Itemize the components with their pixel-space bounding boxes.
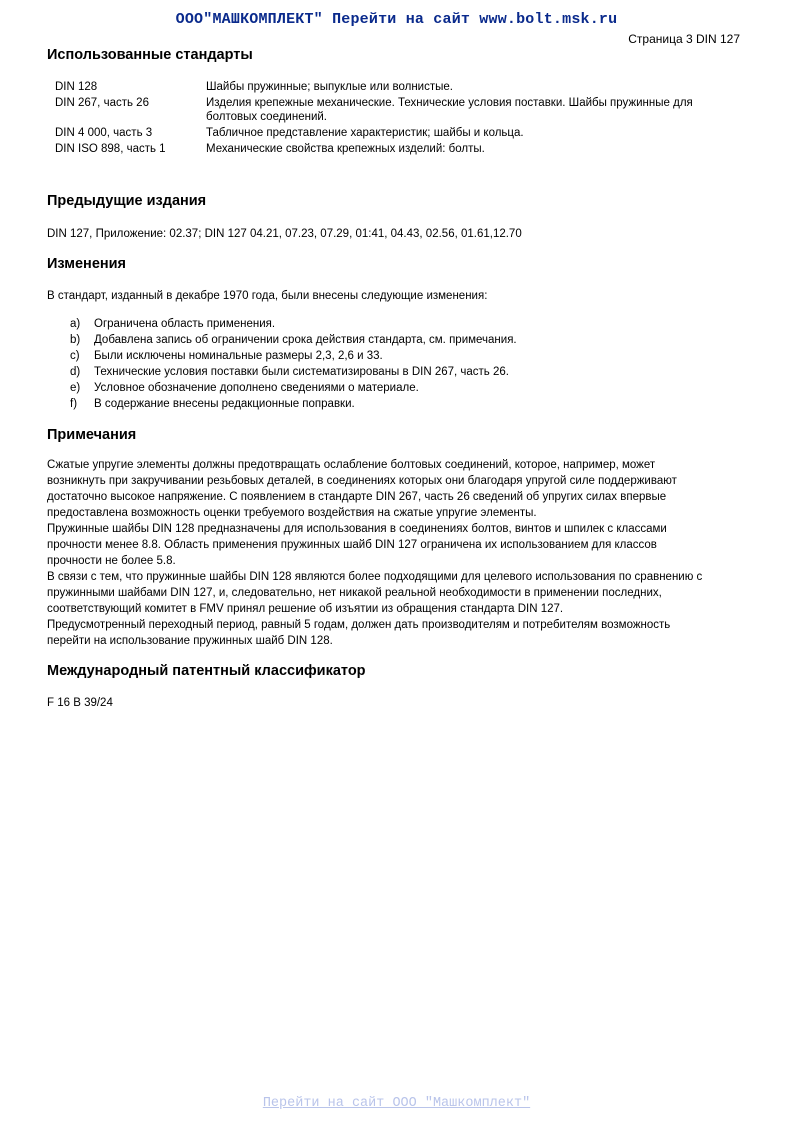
list-item-text: Технические условия поставки были систематизированы в DIN 267, часть 26. (94, 366, 509, 378)
list-marker: e) (70, 382, 81, 394)
table-row (52, 80, 729, 96)
classification-code: F 16 B 39/24 (47, 697, 113, 709)
table-row (52, 142, 729, 158)
notes-line: достаточно высокое напряжение. С появлением в стандарте DIN 267, часть 26 сведений об упругих силах впервые (47, 491, 667, 503)
standard-code: DIN ISO 898, часть 1 (55, 143, 166, 155)
list-item (70, 348, 517, 364)
list-item-text: Ограничена область применения. (94, 318, 276, 330)
notes-line: Пружинные шайбы DIN 128 предназначены для использования в соединениях болтов, винтов и шпилек с классами (47, 523, 667, 535)
changes-list (70, 316, 517, 412)
notes-line: прочности менее 8.8. Область применения пружинных шайб DIN 127 ограничена их использованием для классов (47, 539, 657, 551)
previous-editions-heading: Предыдущие издания (47, 193, 207, 209)
bottom-site-link[interactable]: Перейти на сайт ООО "Машкомплект" (262, 1096, 531, 1111)
list-marker: c) (70, 350, 80, 362)
notes-line: В связи с тем, что пружинные шайбы DIN 128 являются более подходящими для целевого использования по сравнению с (47, 571, 703, 583)
list-item-text: Добавлена запись об ограничении срока действия стандарта, см. примечания. (94, 334, 517, 346)
notes-line: Сжатые упругие элементы должны предотвращать ослабление болтовых соединений, которое, например, может (47, 459, 656, 471)
list-item-text: Условное обозначение дополнено сведениями о материале. (94, 382, 419, 394)
notes-line: предоставлена возможность оценки требуемого воздействия на сжатые упругие элементы. (47, 507, 537, 519)
notes-line: соответствующий комитет в FMV принял решение об изъятии из обращения стандарта DIN 127. (47, 603, 564, 615)
standard-description: Шайбы пружинные; выпуклые или волнистые. (206, 81, 453, 93)
standard-code: DIN 4 000, часть 3 (55, 127, 153, 139)
notes-line: возникнуть при закручивании резьбовых деталей, в соединениях которых они благодаря упругой силе поддерживают (47, 475, 677, 487)
page-number: Страница 3 DIN 127 (628, 32, 740, 46)
standard-code: DIN 267, часть 26 (55, 97, 149, 109)
notes-line: пружинными шайбами DIN 127, и, следовательно, нет никакой реальной необходимости в применении последних, (47, 587, 662, 599)
standards-heading: Использованные стандарты (47, 47, 253, 63)
standard-description: Изделия крепежные механические. Технические условия поставки. Шайбы пружинные для болтовых соединений. (206, 97, 693, 123)
list-item (70, 332, 517, 348)
standard-description: Табличное представление характеристик; шайбы и кольца. (206, 127, 524, 139)
table-row (52, 126, 729, 142)
standard-description: Механические свойства крепежных изделий: болты. (206, 143, 485, 155)
list-item-text: В содержание внесены редакционные поправки. (94, 398, 355, 410)
list-item (70, 364, 517, 380)
list-marker: b) (70, 334, 81, 346)
notes-line: прочности не более 5.8. (47, 555, 176, 567)
standards-table (52, 80, 729, 158)
changes-heading: Изменения (47, 256, 127, 272)
notes-body (47, 457, 747, 649)
previous-editions-text: DIN 127, Приложение: 02.37; DIN 127 04.21, 07.23, 07.29, 01:41, 04.43, 02.56, 01.61,12.70 (47, 228, 522, 240)
list-marker: a) (70, 318, 81, 330)
notes-line: перейти на использование пружинных шайб DIN 128. (47, 635, 333, 647)
classification-heading: Международный патентный классификатор (47, 663, 366, 679)
notes-line: Предусмотренный переходный период, равный 5 годам, должен дать производителям и потребителям возможность (47, 619, 671, 631)
notes-heading: Примечания (47, 427, 137, 443)
top-site-link[interactable]: ООО"МАШКОМПЛЕКТ" Перейти на сайт www.bolt.msk.ru (175, 11, 618, 28)
list-item (70, 396, 517, 412)
list-marker: f) (70, 398, 78, 410)
list-item (70, 380, 517, 396)
list-item-text: Были исключены номинальные размеры 2,3, 2,6 и 33. (94, 350, 383, 362)
list-marker: d) (70, 366, 81, 378)
list-item (70, 316, 517, 332)
table-row (52, 96, 729, 126)
changes-intro: В стандарт, изданный в декабре 1970 года, были внесены следующие изменения: (47, 290, 488, 302)
standard-code: DIN 128 (55, 81, 98, 93)
